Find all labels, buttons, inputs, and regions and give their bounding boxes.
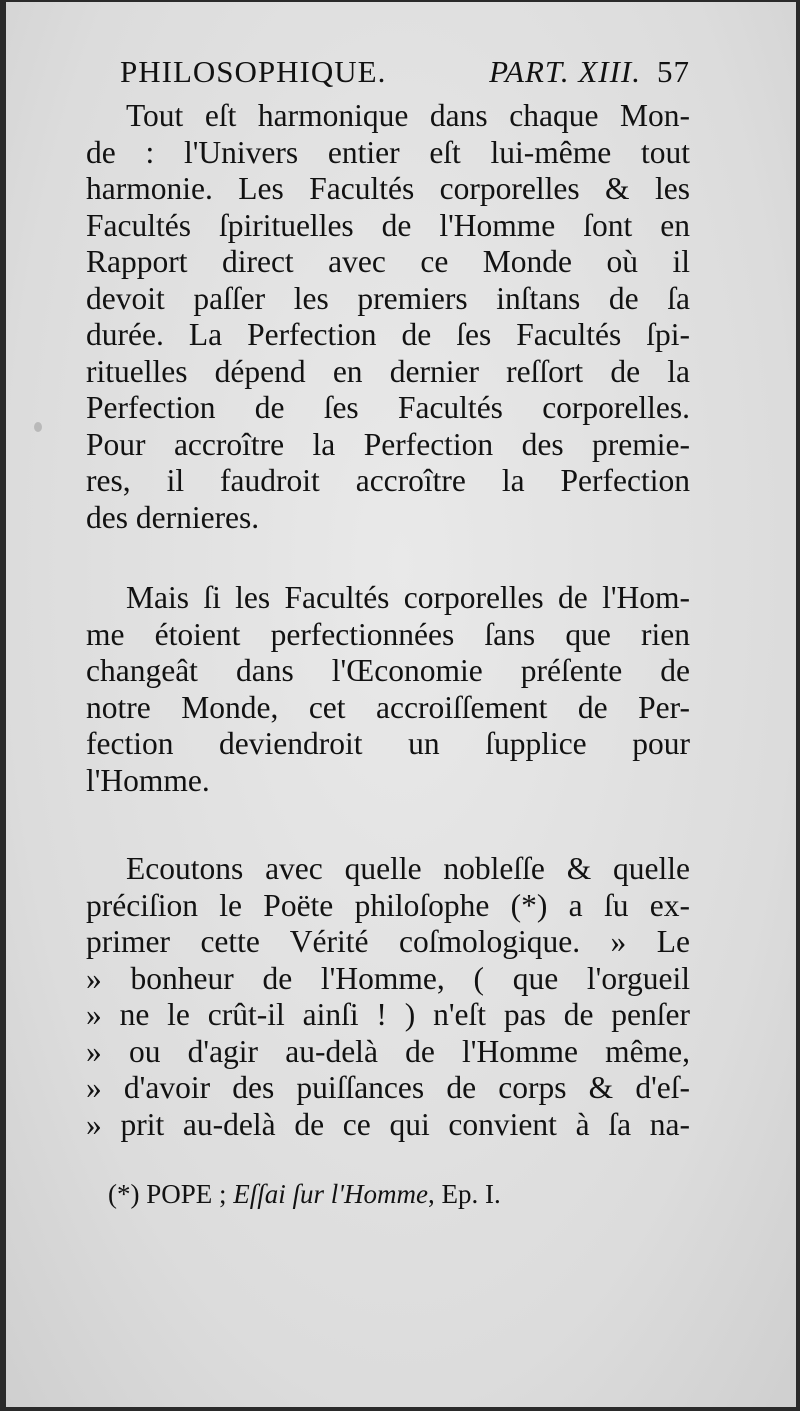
text-line: » ne le crût-il ainſi ! ) n'eſt pas de penſer — [86, 997, 690, 1032]
header-title: PHILOSOPHIQUE. — [120, 54, 387, 89]
text-line: de : l'Univers entier eſt lui-même tout — [86, 134, 690, 170]
text-line: harmonie. Les Facultés corporelles & les — [86, 171, 690, 206]
footnote-title: Eſſai ſur l'Homme — [233, 1179, 429, 1209]
text-line: des dernieres. — [86, 499, 260, 535]
text-line: Ecoutons avec quelle nobleſſe & quelle — [126, 851, 690, 886]
text-line: » ou d'agir au-delà de l'Homme même, — [86, 1033, 690, 1069]
paragraph-2 — [86, 580, 690, 799]
text-line: » d'avoir des puiſſances de corps & d'eſ- — [86, 1070, 690, 1105]
text-line: Perfection de ſes Facultés corporelles. — [86, 390, 690, 425]
paragraph-3 — [86, 851, 690, 1143]
running-header — [120, 54, 690, 98]
text-line: » bonheur de l'Homme, ( que l'orgueil — [86, 960, 690, 996]
text-line: Rapport direct avec ce Monde où il — [86, 244, 690, 279]
text-line: fection deviendroit un ſupplice pour — [86, 726, 690, 761]
text-line: » prit au-delà de ce qui convient à ſa na- — [86, 1106, 690, 1142]
text-line: rituelles dépend en dernier reſſort de la — [86, 353, 690, 389]
text-line: primer cette Vérité coſmologique. » Le — [86, 924, 690, 959]
text-line: Pour accroître la Perfection des premie- — [86, 426, 690, 462]
footnote-ref: , Ep. I. — [428, 1179, 501, 1209]
footnote-marker: (*) — [108, 1179, 140, 1209]
text-line: Tout eſt harmonique dans chaque Mon- — [126, 98, 690, 133]
text-line: me étoient perfectionnées ſans que rien — [86, 616, 690, 652]
paragraph-spacer — [86, 536, 690, 580]
text-line: l'Homme. — [86, 762, 210, 798]
text-line: Mais ſi les Facultés corporelles de l'Hom- — [126, 580, 690, 615]
text-line: res, il faudroit accroître la Perfection — [86, 463, 690, 498]
paper-blemish — [34, 422, 42, 432]
book-page — [6, 2, 796, 1407]
text-line: devoit paſſer les premiers inſtans de ſa — [86, 280, 690, 316]
page-content — [86, 54, 690, 1210]
page-number: 57 — [657, 54, 690, 89]
text-line: durée. La Perfection de ſes Facultés ſpi- — [86, 317, 690, 352]
footnote-author: POPE ; — [146, 1179, 227, 1209]
paragraph-spacer — [86, 799, 690, 851]
paragraph-1 — [86, 98, 690, 536]
text-line: changeât dans l'Œconomie préſente de — [86, 653, 690, 688]
text-line: notre Monde, cet accroiſſement de Per- — [86, 689, 690, 725]
header-part: PART. XIII. — [489, 54, 641, 89]
text-line: préciſion le Poëte philoſophe (*) a ſu ex- — [86, 887, 690, 923]
text-line: Facultés ſpirituelles de l'Homme ſont en — [86, 207, 690, 243]
footnote — [86, 1179, 690, 1210]
